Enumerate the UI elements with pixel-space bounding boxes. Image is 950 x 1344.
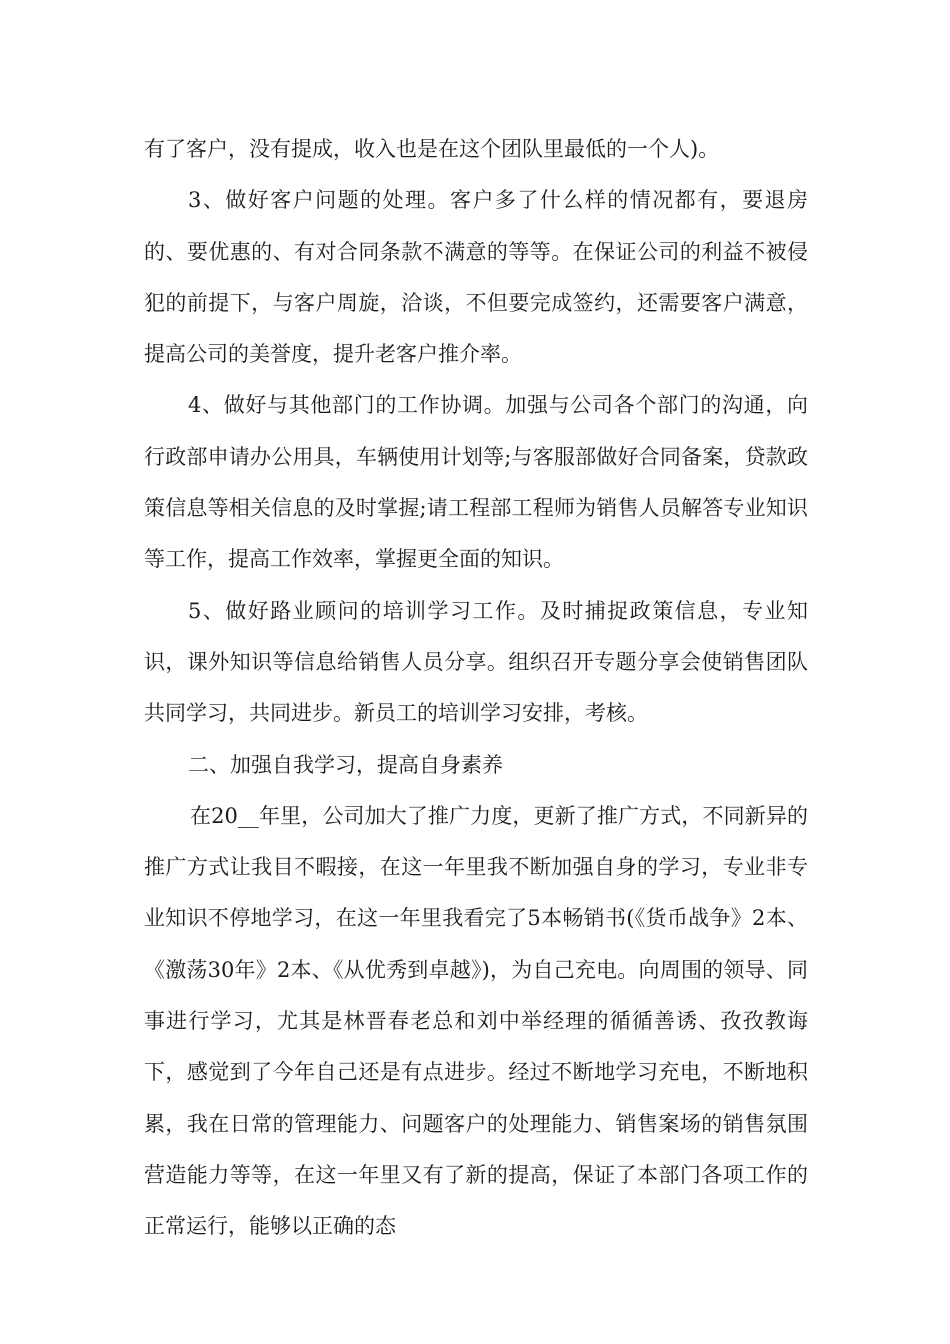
document-page (144, 124, 808, 1253)
paragraph-continuation: 有了客户，没有提成，收入也是在这个团队里最低的一个人)。 (144, 137, 720, 161)
section-heading: 二、加强自我学习，提高自身素养 (188, 752, 503, 777)
paragraph-item-3: 3、做好客户问题的处理。客户多了什么样的情况都有，要退房的、要优惠的、有对合同条款不满意的等等。在保证公司的利益不被侵犯的前提下，与客户周旋，洽谈，不但要完成签约，还需要客户满意，提高公司的美誉度，提升老客户推介率。 (144, 188, 808, 367)
paragraph-self-learning: 在20__年里，公司加大了推广力度，更新了推广方式，不同新异的推广方式让我目不暇接，在这一年里我不断加强自身的学习，专业非专业知识不停地学习，在这一年里我看完了5本畅销书(《货币战争》2本、《激荡30年》2本、《从优秀到卓越》)，为自己充电。向周围的领导、同事进行学习，尤其是林晋春老总和刘中举经理的循循善诱、孜孜教诲下，感觉到了今年自己还是有点进步。经过不断地学习充电，不断地积累，我在日常的管理能力、问题客户的处理能力、销售案场的销售氛围营造能力等等，在这一年里又有了新的提高，保证了本部门各项工作的正常运行，能够以正确的态 (144, 803, 808, 1239)
paragraph-item-5: 5、做好路业顾问的培训学习工作。及时捕捉政策信息，专业知识，课外知识等信息给销售人员分享。组织召开专题分享会使销售团队共同学习，共同进步。新员工的培训学习安排，考核。 (144, 598, 808, 726)
paragraph-item-4: 4、做好与其他部门的工作协调。加强与公司各个部门的沟通，向行政部申请办公用具，车辆使用计划等;与客服部做好合同备案，贷款政策信息等相关信息的及时掌握;请工程部工程师为销售人员解答专业知识等工作，提高工作效率，掌握更全面的知识。 (144, 393, 808, 572)
